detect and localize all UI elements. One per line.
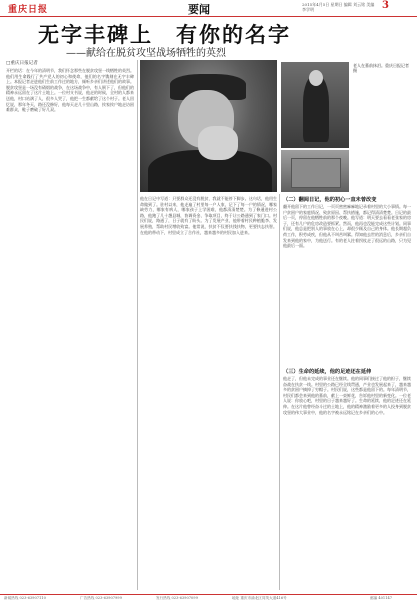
article-byline: □重庆日报记者 — [6, 61, 38, 66]
footer-item: 邮编 401147 — [370, 596, 393, 600]
date-line: 2015年4月5日 星期日 编辑 刘云铭 美编 李学明 — [302, 2, 375, 12]
article-column-4: 他走了，但他未完成的事业还在继续。他的同事们接过了他的担子，继续奋战在扶贫一线。村里的公路已经全线贯通，产业也发展起来了，越来越多的贫困户摘掉了穷帽子。村民们说，这些都是他留下的。每年清明节，村民们都会来到他的墓前，献上一束鲜花，告诉他村里的新变化。一位老人说：你放心吧，村里的日子越来越好了。生命的延续，他的足迹还在延伸。在这片他曾经奋斗过的土地上，他的精神激励着更多的人投身到脱贫攻坚的伟大事业中，他的名字被永远铭记在乡亲们的心中。 — [283, 376, 411, 415]
footer-item: 广告热线 023-63907999 — [80, 596, 122, 600]
masthead — [0, 0, 417, 17]
footer-item: 地址 重庆市渝北区同茂大道416号 — [232, 596, 287, 600]
article-column-1: 开栏的话：在今年的清明节，我们怀念那些在脱贫攻坚一线牺牲的英烈。他们用生命践行了共产党人的初心和使命，他们的名字镌刻在无字丰碑上。本报记者走进他们生前工作过的地方，倾听乡亲们讲述他们的故事。脱贫攻坚是一场没有硝烟的战争，在这场战争中，有人倒下了，但他们的精神永远留在了这片土地上。一位村支书说，他走的时候，全村的人都来送他，村口站满了人，很多人哭了，他把一生都献给了这个村子。老人回忆说，那年冬天，路还没修好，他每天走几十里山路，挨家挨户地走访困难群众，鞋子磨破了好几双。 — [6, 68, 134, 113]
photo-elderly-man-wiping-tears — [140, 60, 277, 192]
column-divider — [137, 60, 138, 590]
article-column-3: 翻开他留下的工作日记，一页页密密麻麻地记录着村里的大小事情。每一户贫困户的家庭情况、致贫原因、帮扶措施，都记得清清楚楚。日记的最后一页，停留在他牺牲前的那个夜晚。他写道：明天要去看看老张家的房子，还有几户的危房改造要抓紧。然而，他再也没能完成这些计划。同事们说，他总是把别人的事放在心上，却很少顾及自己的身体。他长期超负荷工作，积劳成疾，但他从不叫苦叫累。得知他去世的消息后，乡亲们自发来到他的家中，为他送行。有的老人拄着拐杖走了很远的山路，只为见他最后一面。 — [283, 204, 411, 249]
column-divider — [279, 194, 280, 590]
photo-martyr-portrait — [281, 62, 349, 148]
section-title: 要闻 — [188, 3, 210, 16]
article-column-2: 他在日记中写道：只要群众还没有脱贫，我就不能停下脚步。这句话，他用生命做到了。驻村以来，他走遍了村里每一户人家，记下了每一户的情况，哪家缺劳力，哪家有病人，哪家孩子上学困难，他都清清楚楚。为了修通进村公路，他跑了几十趟县城，协调资金、争取项目，终于让公路通到了家门口。村民们说，路通了，日子就有了盼头。为了发展产业，他带着村民种植脆李、发展养殖，帮助村民增收致富。他常说，扶贫不仅要扶钱扶物，更要扶志扶智。在他的带动下，村里成立了合作社，越来越多的村民加入进来。 — [140, 196, 277, 235]
article-subheadline: ——献给在脱贫攻坚战场牺牲的英烈 — [66, 48, 226, 59]
newspaper-logo: 重庆日报 — [8, 5, 49, 15]
footer-item: 发行热线 023-63907099 — [156, 596, 198, 600]
photo-memorial — [281, 150, 349, 192]
section-header-2: （二）翻阅日记，他的初心一直未曾改变 — [283, 197, 377, 203]
section-header-3: （三）生命的延续，他的足迹还在延伸 — [283, 369, 372, 375]
article-headline: 无字丰碑上 有你的名字 — [38, 22, 291, 47]
footer-item: 新闻热线 023-63907110 — [4, 596, 46, 600]
page-number: 3 — [382, 0, 389, 11]
photo-caption: 老人在墓前抹泪。重庆日报记者 摄 — [353, 63, 409, 74]
